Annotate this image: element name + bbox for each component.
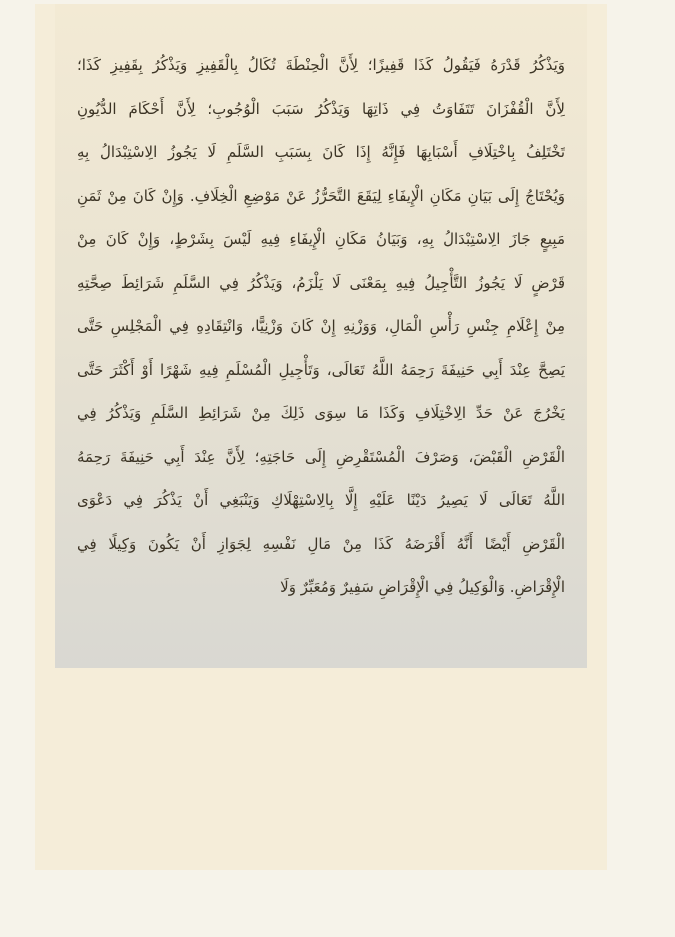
text-line: يَخْرُجَ عَنْ حَدِّ الِاخْتِلَافِ وَكَذَا مَا سِوَى ذَلِكَ مِنْ شَرَائِطِ السَّلَمِ وَيَذْكُرُ فِي — [77, 404, 565, 422]
text-line: الْقَرْضِ الْقَبْضَ، وَصَرْفَ الْمُسْتَقْرِضِ إِلَى حَاجَتِهِ؛ لِأَنَّ عِنْدَ أَبِي حَنِيفَةَ رَحِمَهُ — [77, 447, 565, 466]
text-line: تَخْتَلِفُ بِاخْتِلَافِ أَسْبَابِهَا فَإِنَّهُ إِذَا كَانَ بِسَبَبِ السَّلَمِ لَا يَجُوزُ الِاسْتِبْدَالُ بِهِ — [77, 143, 565, 161]
text-line: وَيُحْتَاجُ إِلَى بَيَانِ مَكَانِ الْإِيفَاءِ لِيَقَعَ التَّحَرُّزُ عَنْ مَوْضِعِ الْخِلَافِ. وَإِنْ كَانَ مِنْ ثَمَنِ — [77, 186, 565, 205]
text-block — [55, 4, 587, 668]
text-line: الْقَرْضِ أَيْضًا أَنَّهُ أَقْرَضَهُ كَذَا مِنْ مَالِ نَفْسِهِ لِجَوَازِ أَنْ يَكُونَ وَكِيلًا فِي — [77, 534, 565, 553]
text-line: اللَّهُ تَعَالَى لَا يَصِيرُ دَيْنًا عَلَيْهِ إِلَّا بِالِاسْتِهْلَاكِ وَيَنْبَغِي أَنْ يَذْكُرَ فِي دَعْوَى — [77, 491, 565, 509]
text-line: وَيَذْكُرُ قَدْرَهُ فَيَقُولُ كَذَا قَفِيزًا؛ لِأَنَّ الْحِنْطَةَ تُكَالُ بِالْقَفِيزِ وَيَذْكُرُ بِقَفِيزِ كَذَا؛ — [77, 56, 565, 74]
text-line: مَبِيعٍ جَازَ الِاسْتِبْدَالُ بِهِ، وَبَيَانُ مَكَانِ الْإِيفَاءِ فِيهِ لَيْسَ بِشَرْطٍ، وَإِنْ كَانَ مِنْ — [77, 230, 565, 248]
text-line: لِأَنَّ الْقُفْزَانَ تَتَفَاوَتُ فِي ذَاتِهَا وَيَذْكُرُ سَبَبَ الْوُجُوبِ؛ لِأَنَّ أَحْكَامَ الدُّيُونِ — [77, 99, 565, 118]
text-line: الْإِقْرَاضِ. وَالْوَكِيلُ فِي الْإِقْرَاضِ سَفِيرٌ وَمُعَبِّرٌ وَلَا — [280, 578, 565, 596]
page — [35, 4, 607, 870]
text-line: يَصِحَّ عِنْدَ أَبِي حَنِيفَةَ رَحِمَهُ اللَّهُ تَعَالَى، وَتَأْجِيلِ الْمُسْلَمِ فِيهِ شَهْرًا أَوْ أَكْثَرَ حَتَّى — [77, 360, 565, 379]
text-line: مِنْ إِعْلَامِ جِنْسِ رَأْسِ الْمَالِ، وَوَزْنِهِ إِنْ كَانَ وَزْنِيًّا، وَانْتِقَادِهِ فِي الْمَجْلِسِ حَتَّى — [77, 317, 565, 335]
text-line: قَرْضٍ لَا يَجُوزُ التَّأْجِيلُ فِيهِ بِمَعْنَى لَا يَلْزَمُ، وَيَذْكُرُ فِي السَّلَمِ شَرَائِطَ صِحَّتِهِ — [77, 273, 565, 292]
